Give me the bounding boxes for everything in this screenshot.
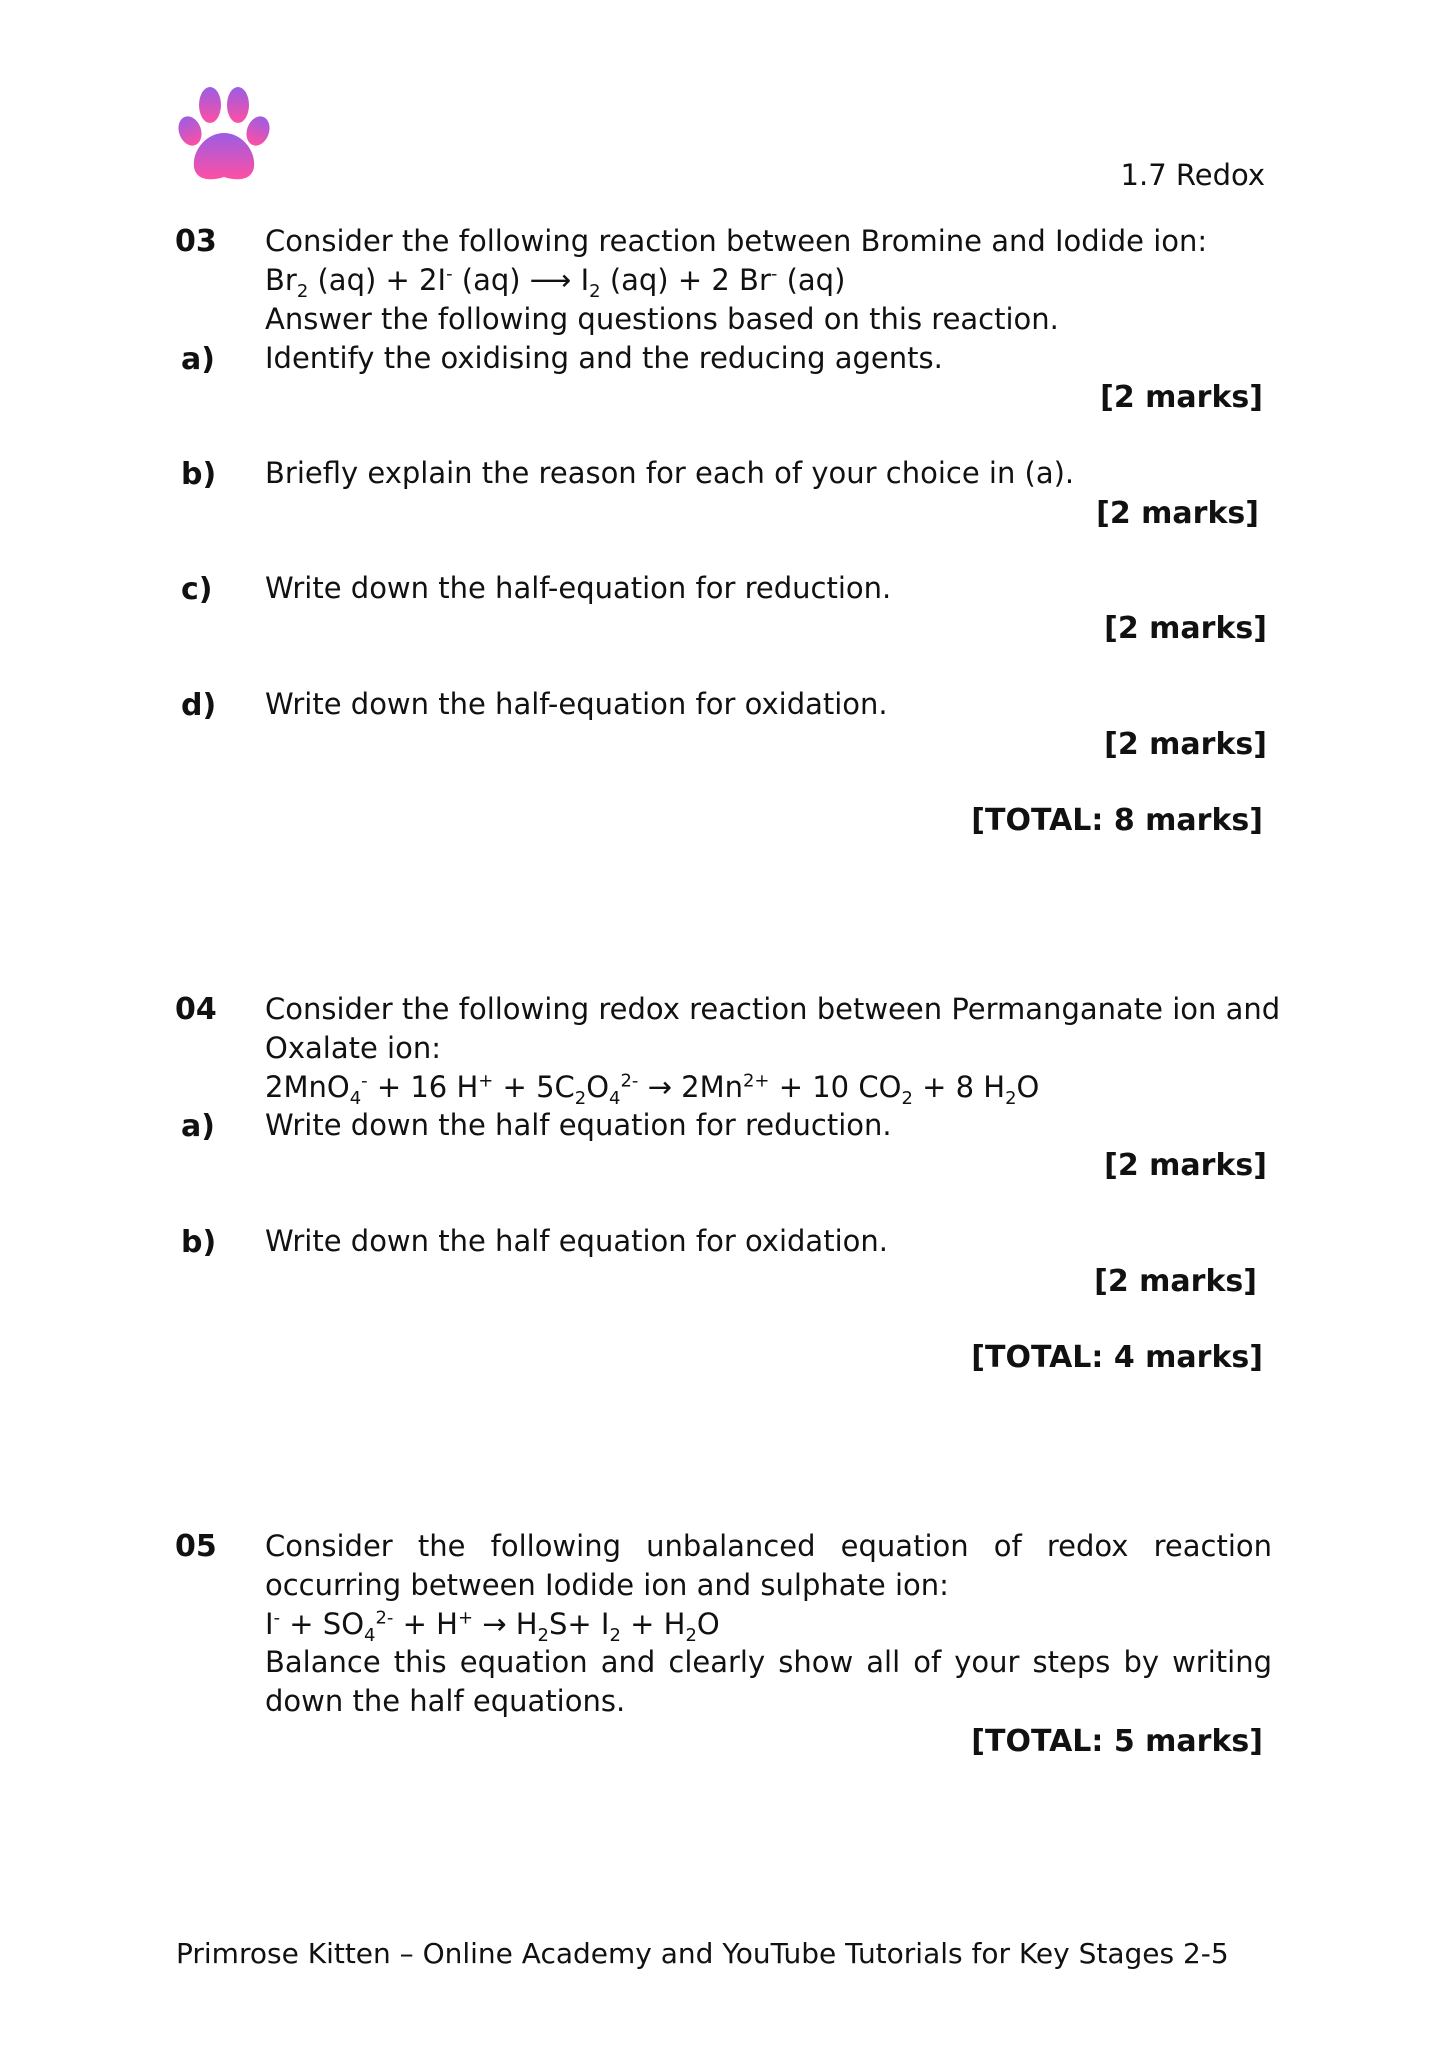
total-marks: [TOTAL: 4 marks] bbox=[971, 1340, 1263, 1375]
total-marks: [TOTAL: 5 marks] bbox=[971, 1724, 1263, 1759]
question-intro: Consider the following unbalanced equation of redox reaction bbox=[265, 1529, 1272, 1563]
part-text: Write down the half-equation for reduction. bbox=[265, 571, 892, 605]
question-number: 04 bbox=[175, 992, 217, 1027]
page-title: 1.7 Redox bbox=[1120, 158, 1265, 192]
reaction-equation: $I^- + SO_4^{2-} + H^+ \to H_2S+ I_2 + H_2O$ bbox=[265, 1607, 720, 1646]
part-label: d) bbox=[181, 688, 217, 723]
part-label: a) bbox=[181, 342, 215, 377]
part-text: Write down the half equation for reduction. bbox=[265, 1108, 892, 1142]
total-marks: [TOTAL: 8 marks] bbox=[971, 803, 1263, 838]
part-text: Write down the half equation for oxidation. bbox=[265, 1224, 888, 1258]
question-instruction: Balance this equation and clearly show all of your steps by writing bbox=[265, 1645, 1272, 1679]
marks-label: [2 marks] bbox=[1100, 380, 1263, 415]
question-intro: occurring between Iodide ion and sulphate ion: bbox=[265, 1568, 949, 1602]
part-label: a) bbox=[181, 1109, 215, 1144]
marks-label: [2 marks] bbox=[1104, 1148, 1267, 1183]
question-number: 03 bbox=[175, 224, 217, 259]
marks-label: [2 marks] bbox=[1104, 727, 1267, 762]
part-label: b) bbox=[181, 1225, 217, 1260]
paw-print-icon bbox=[176, 85, 272, 185]
marks-label: [2 marks] bbox=[1094, 1264, 1257, 1299]
part-label: c) bbox=[181, 572, 213, 607]
question-intro: Oxalate ion: bbox=[265, 1031, 441, 1065]
part-text: Identify the oxidising and the reducing agents. bbox=[265, 341, 943, 375]
question-intro: Consider the following reaction between Bromine and Iodide ion: bbox=[265, 224, 1208, 258]
part-text: Write down the half-equation for oxidation. bbox=[265, 687, 888, 721]
page-footer: Primrose Kitten – Online Academy and YouTube Tutorials for Key Stages 2-5 bbox=[176, 1937, 1229, 1970]
reaction-equation: 2MnO$_4$- + 16 $H^+ + 5C_2O_4^{2-} \to 2Mn^{2+} + 10$ $CO_2 + 8$ $H_2O$ bbox=[265, 1070, 1040, 1109]
question-intro: Consider the following redox reaction between Permanganate ion and bbox=[265, 992, 1281, 1026]
question-instruction: down the half equations. bbox=[265, 1684, 626, 1718]
part-label: b) bbox=[181, 457, 217, 492]
part-text: Briefly explain the reason for each of your choice in (a). bbox=[265, 456, 1075, 490]
question-number: 05 bbox=[175, 1529, 217, 1564]
marks-label: [2 marks] bbox=[1096, 496, 1259, 531]
marks-label: [2 marks] bbox=[1104, 611, 1267, 646]
reaction-equation: $Br_2$ (aq) + 2I- (aq) ⟶ $I_2$ (aq) + 2 Br- (aq) bbox=[265, 263, 846, 302]
question-instruction: Answer the following questions based on this reaction. bbox=[265, 302, 1059, 336]
